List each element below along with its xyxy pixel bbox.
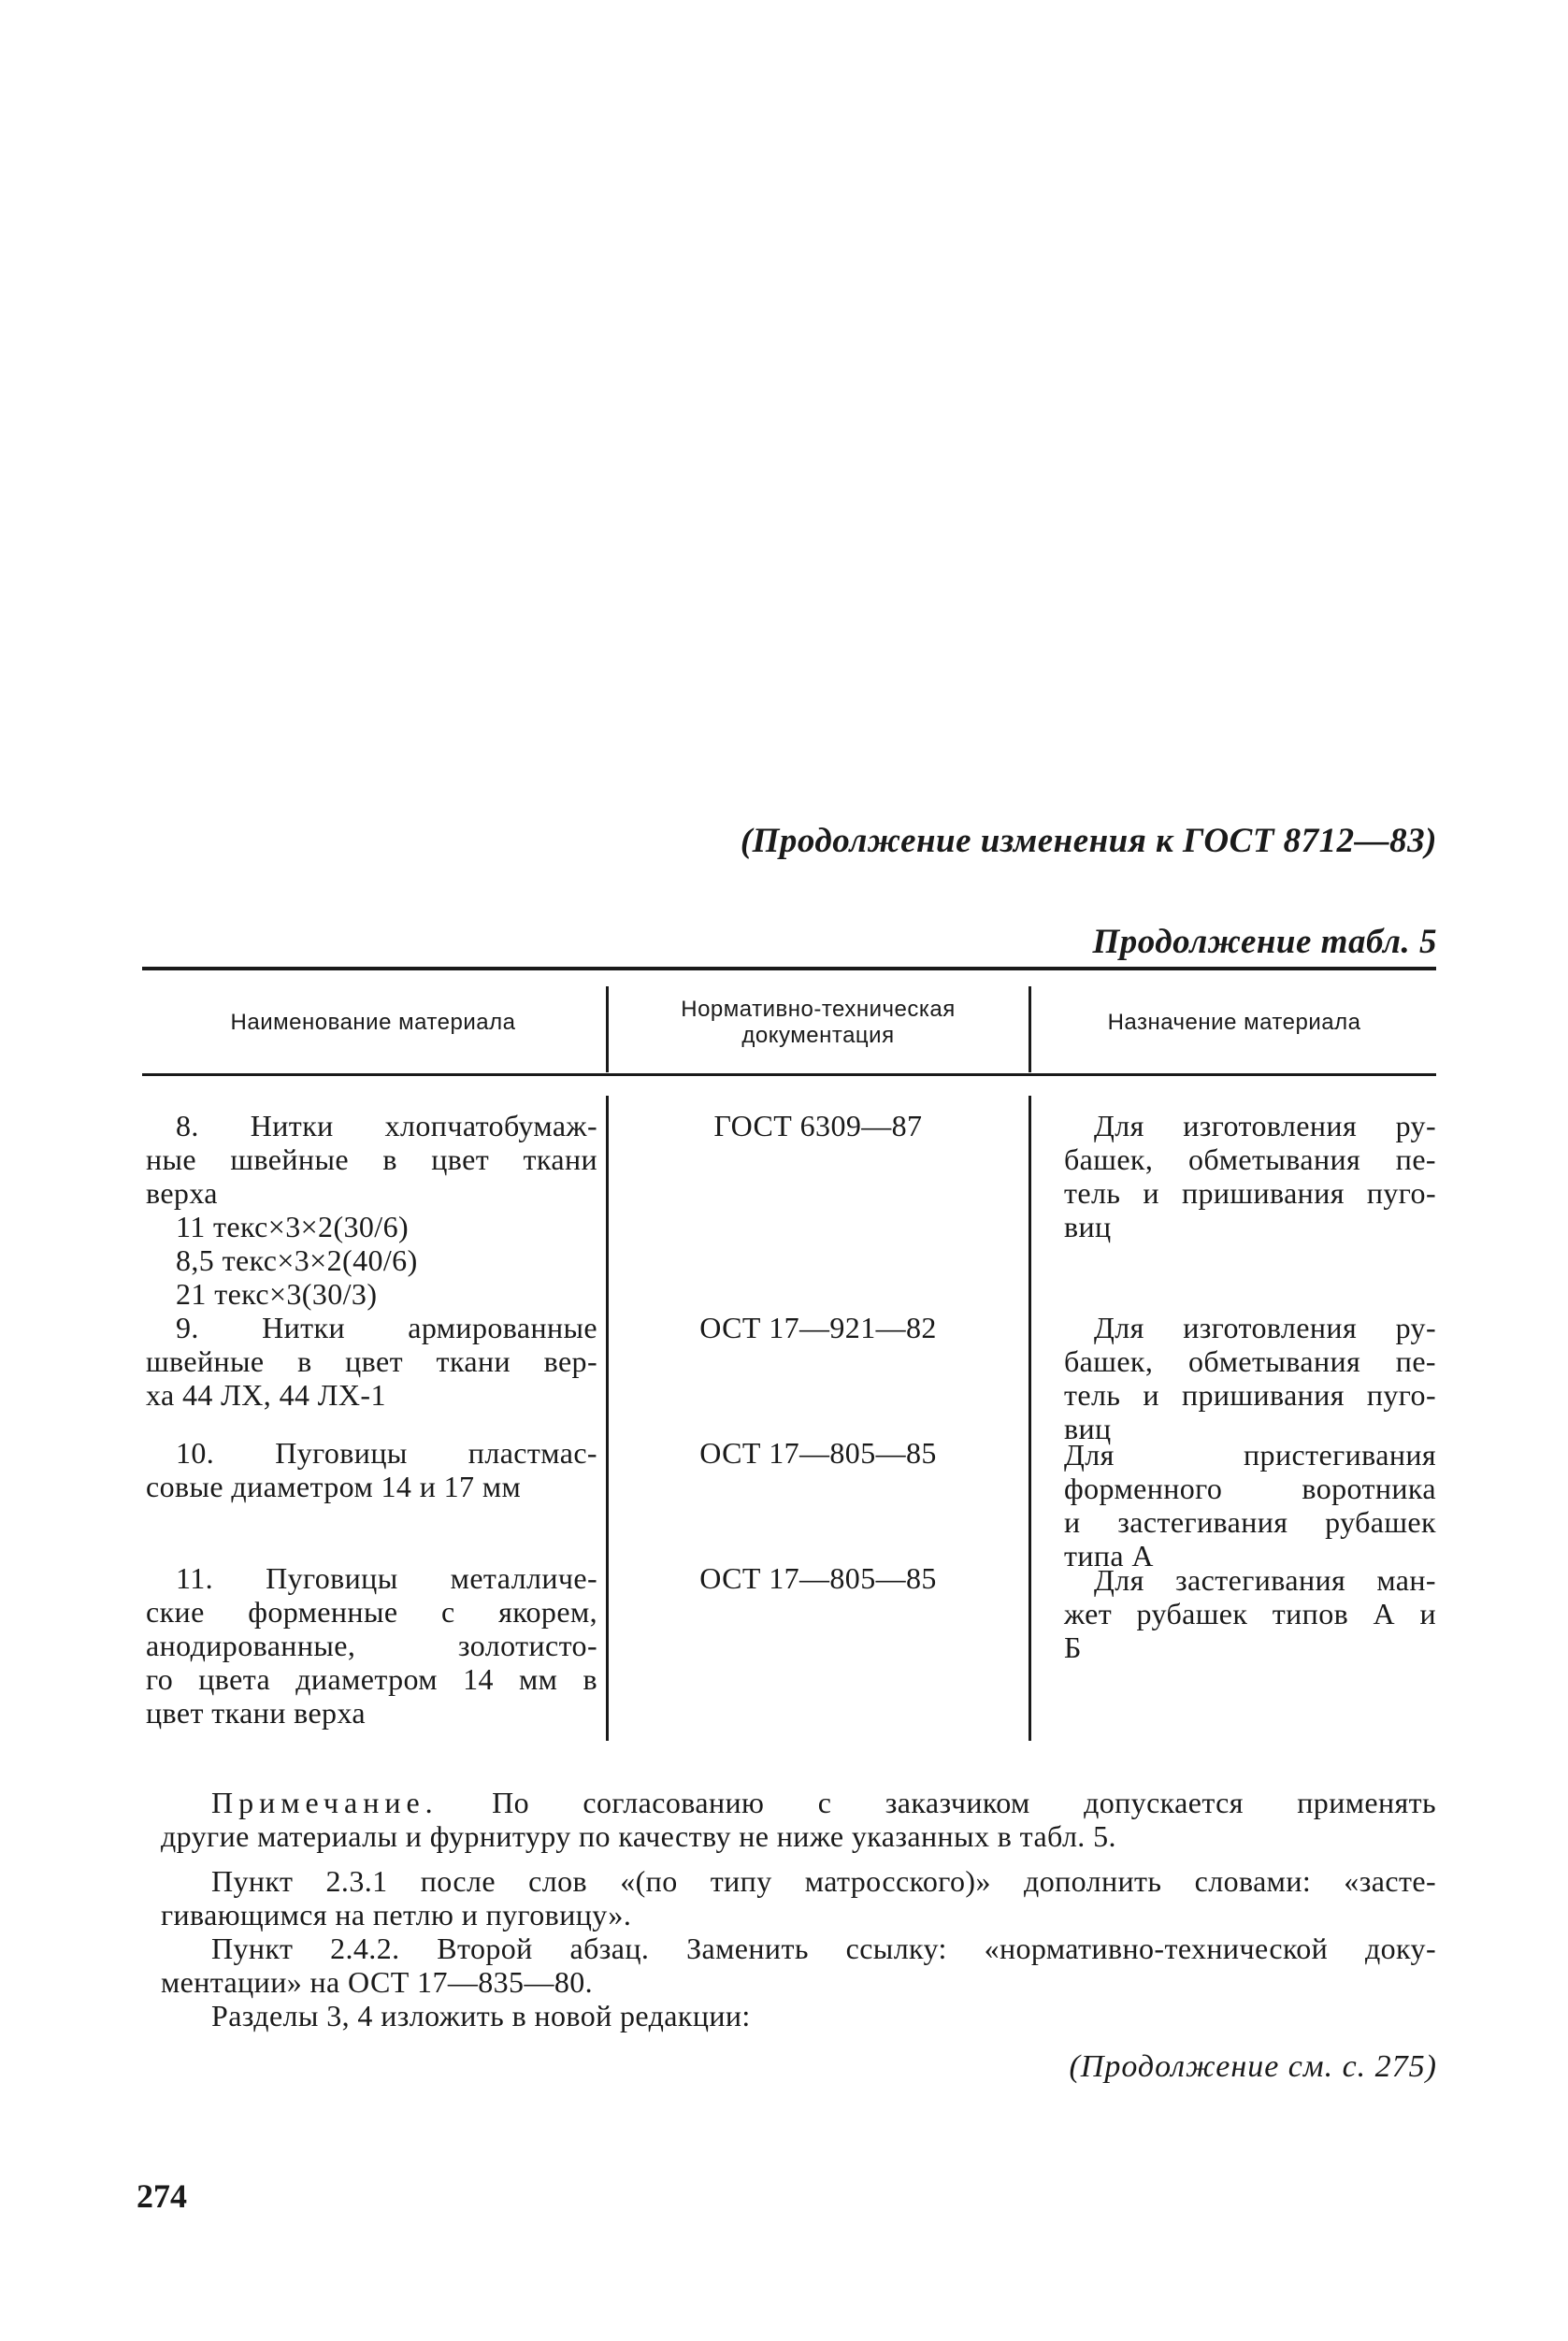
note-line-1-text: По согласованию с заказчиком допускается применять: [492, 1786, 1436, 1819]
paragraph-2-4-2: [161, 1932, 1436, 1999]
row-9-purpose-line: Для изготовления ру-: [1094, 1311, 1436, 1344]
row-8-name-line: 8,5 текс×3×2(40/6): [176, 1243, 418, 1277]
row-10-normative-doc: ОСТ 17—805—85: [699, 1436, 937, 1470]
row-11-name-line: анодированные, золотисто-: [146, 1629, 597, 1662]
row-11-purpose: [1064, 1563, 1436, 1664]
paragraph-sections-3-4-line-1: Разделы 3, 4 изложить в новой редакции:: [211, 1999, 751, 2032]
row-8-material: [146, 1109, 597, 1311]
body-divider-1: [606, 1096, 609, 1741]
row-10-purpose-line: Для пристегивания: [1064, 1438, 1436, 1472]
row-11-purpose-line: Для застегивания ман-: [1094, 1563, 1436, 1597]
row-11-purpose-line: Б: [1064, 1630, 1082, 1664]
row-11-purpose-line: жет рубашек типов А и: [1064, 1597, 1436, 1630]
row-9-name-line: швейные в цвет ткани вер-: [146, 1344, 597, 1378]
header-normative-doc: Нормативно-техническая документация: [681, 997, 956, 1048]
note-line-1: [161, 1786, 1436, 1819]
header-divider-2: [1029, 986, 1031, 1072]
table-top-rule: [142, 967, 1436, 970]
row-8-purpose: [1064, 1109, 1436, 1243]
row-8-normative-doc: ГОСТ 6309—87: [713, 1109, 923, 1142]
row-8-purpose-line: Для изготовления ру-: [1094, 1109, 1436, 1142]
row-9-purpose-line: тель и пришивания пуго-: [1064, 1378, 1436, 1412]
body-divider-2: [1029, 1096, 1031, 1741]
footer-continuation-note: (Продолжение см. с. 275): [1069, 2049, 1437, 2084]
table-note: [161, 1786, 1436, 1853]
row-11-normative-doc: ОСТ 17—805—85: [699, 1561, 937, 1595]
header-continuation-note: (Продолжение изменения к ГОСТ 8712—83): [740, 822, 1437, 860]
paragraph-2-4-2-line-2: ментации» на ОСТ 17—835—80.: [161, 1965, 594, 1999]
paragraph-2-3-1: [161, 1864, 1436, 1932]
header-material-name: Наименование материала: [230, 1010, 516, 1035]
header-material-purpose: Назначение материала: [1107, 1010, 1361, 1035]
row-11-name-line: го цвета диаметром 14 мм в: [146, 1662, 597, 1696]
paragraph-2-3-1-line-2: гивающимся на петлю и пуговицу».: [161, 1898, 632, 1932]
note-line-2: другие материалы и фурнитуру по качеству не ниже указанных в табл. 5.: [161, 1819, 1116, 1853]
row-10-name-line: совые диаметром 14 и 17 мм: [146, 1470, 522, 1503]
paragraph-2-3-1-line-1: Пункт 2.3.1 после слов «(по типу матросского)» дополнить словами: «засте-: [211, 1864, 1436, 1898]
table-caption: Продолжение табл. 5: [1092, 923, 1437, 961]
row-9-purpose: [1064, 1311, 1436, 1445]
row-11-name-line: цвет ткани верха: [146, 1696, 367, 1730]
row-10-material: [146, 1436, 597, 1503]
page-number: 274: [137, 2177, 187, 2215]
row-11-material: [146, 1561, 597, 1730]
row-11-name-line: 11. Пуговицы металличе-: [176, 1561, 597, 1595]
row-8-name-line: 11 текс×3×2(30/6): [176, 1210, 410, 1243]
note-label: Примечание.: [211, 1786, 439, 1819]
paragraph-sections-3-4: [161, 1999, 1436, 2032]
row-8-purpose-line: тель и пришивания пуго-: [1064, 1176, 1436, 1210]
row-10-purpose: [1064, 1438, 1436, 1573]
row-8-name-line: 21 текс×3(30/3): [176, 1277, 378, 1311]
row-10-purpose-line: и застегивания рубашек: [1064, 1505, 1436, 1539]
row-9-normative-doc: ОСТ 17—921—82: [699, 1311, 937, 1344]
row-8-name-line: верха: [146, 1176, 218, 1210]
row-8-purpose-line: виц: [1064, 1210, 1112, 1243]
row-8-name-line: ные швейные в цвет ткани: [146, 1142, 597, 1176]
row-10-name-line: 10. Пуговицы пластмас-: [176, 1436, 597, 1470]
row-10-purpose-line: типа А: [1064, 1539, 1154, 1573]
row-9-name-line: 9. Нитки армированные: [176, 1311, 597, 1344]
row-8-name-line: 8. Нитки хлопчатобумаж-: [176, 1109, 597, 1142]
row-9-name-line: ха 44 ЛХ, 44 ЛХ-1: [146, 1378, 386, 1412]
paragraph-2-4-2-line-1: Пункт 2.4.2. Второй абзац. Заменить ссылку: «нормативно-технической доку-: [211, 1932, 1436, 1965]
row-9-purpose-line: виц: [1064, 1412, 1112, 1445]
table-header-rule: [142, 1073, 1436, 1076]
row-10-purpose-line: форменного воротника: [1064, 1472, 1436, 1505]
row-9-material: [146, 1311, 597, 1412]
row-11-name-line: ские форменные с якорем,: [146, 1595, 597, 1629]
row-9-purpose-line: башек, обметывания пе-: [1064, 1344, 1436, 1378]
row-8-purpose-line: башек, обметывания пе-: [1064, 1142, 1436, 1176]
header-divider-1: [606, 986, 609, 1072]
